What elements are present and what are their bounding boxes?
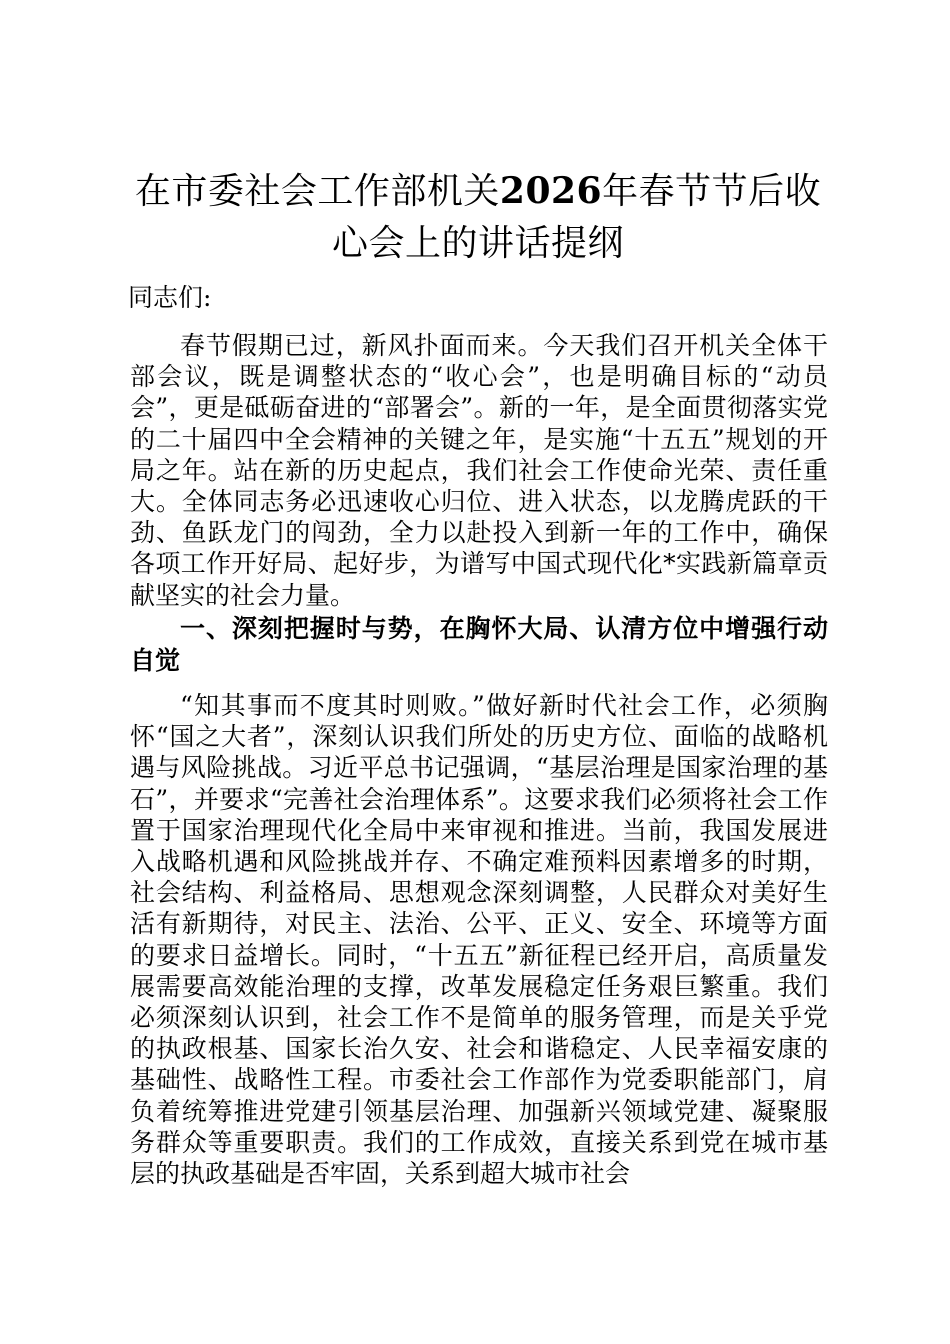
salutation: 同志们: bbox=[128, 283, 212, 312]
section-1-paragraph: “知其事而不度其时则败。”做好新时代社会工作，必须胸怀“国之大者”，深刻认识我们所处的历史方位、面临的战略机遇与风险挑战。习近平总书记强调，“基层治理是国家治理的基石”，并要求“完善社会治理体系”。这要求我们必须将社会工作置于国家治理现代化全局中来审视和推进。当前，我国发展进入战略机遇和风险挑战并存、不确定难预料因素增多的时期，社会结构、利益格局、思想观念深刻调整，人民群众对美好生活有新期待，对民主、法治、公平、正义、安全、环境等方面的要求日益增长。同时，“十五五”新征程已经开启，高质量发展需要高效能治理的支撑，改革发展稳定任务艰巨繁重。我们必须深刻认识到，社会工作不是简单的服务管理，而是关乎党的执政根基、国家长治久安、社会和谐稳定、人民幸福安康的基础性、战略性工程。市委社会工作部作为党委职能部门，肩负着统筹推进党建引领基层治理、加强新兴领域党建、凝聚服务群众等重要职责。我们的工作成效，直接关系到党在城市基层的执政基础是否牢固，关系到超大城市社会 bbox=[130, 691, 828, 1189]
title-text-part1: 在市委社会工作部机关 bbox=[134, 171, 500, 212]
section-heading-1: 一、深刻把握时与势，在胸怀大局、认清方位中增强行动自觉 bbox=[130, 614, 828, 675]
document-title bbox=[128, 165, 828, 270]
title-year: 2026 bbox=[499, 170, 603, 212]
opening-paragraph: 春节假期已过，新风扑面而来。今天我们召开机关全体干部会议，既是调整状态的“收心会”，也是明确目标的“动员会”，更是砥砺奋进的“部署会”。新的一年，是全面贯彻落实党的二十届四中全会精神的关键之年，是实施“十五五”规划的开局之年。站在新的历史起点，我们社会工作使命光荣、责任重大。全体同志务必迅速收心归位、进入状态，以龙腾虎跃的干劲、鱼跃龙门的闯劲，全力以赴投入到新一年的工作中，确保各项工作开好局、起好步，为谱写中国式现代化*实践新篇章贡献坚实的社会力量。 bbox=[130, 331, 828, 610]
title-text-part2: 年春节节后收心会上的讲话提纲 bbox=[331, 171, 822, 264]
